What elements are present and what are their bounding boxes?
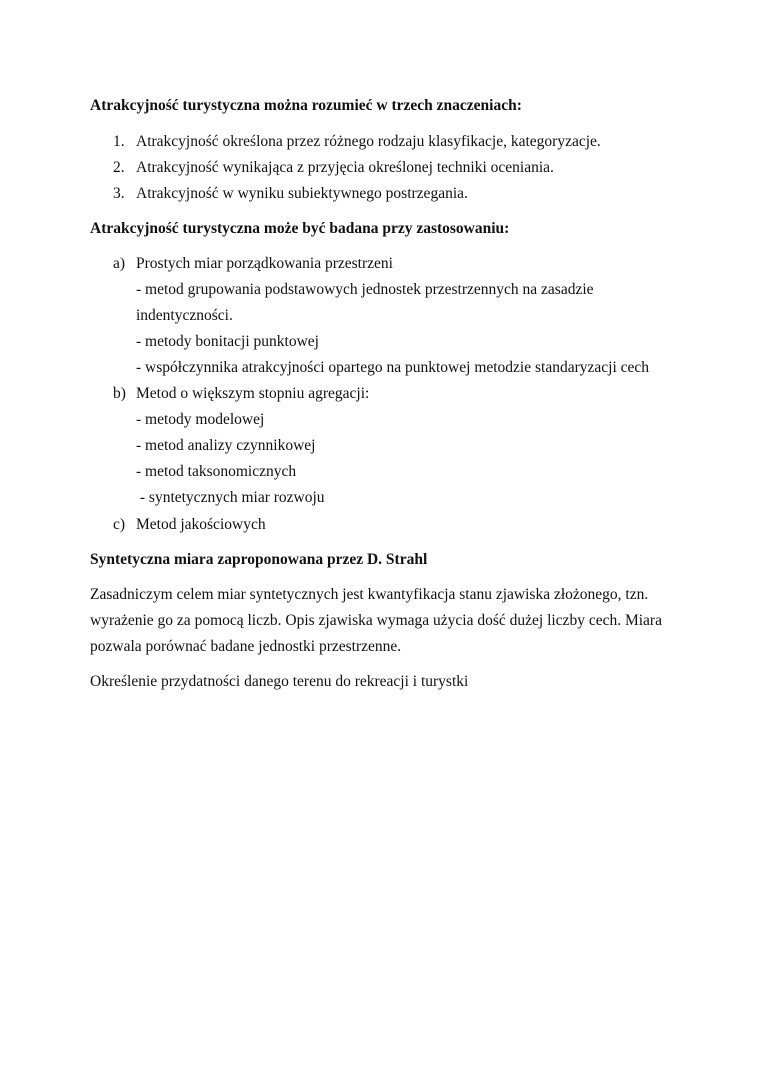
list-item: Atrakcyjność w wyniku subiektywnego postrzegania.	[136, 185, 468, 202]
sub-item: - metody bonitacji punktowej	[136, 333, 319, 350]
list-marker-b: b)	[113, 385, 126, 402]
paragraph-line: Zasadniczym celem miar syntetycznych jest kwantyfikacja stanu zjawiska złożonego, tzn.	[90, 586, 649, 603]
sub-item: - metod grupowania podstawowych jednostek przestrzennych na zasadzie	[136, 281, 594, 298]
heading-research-methods: Atrakcyjność turystyczna może być badana przy zastosowaniu:	[90, 220, 510, 237]
list-marker-c: c)	[113, 516, 126, 533]
heading-strahl-measure: Syntetyczna miara zaproponowana przez D. Strahl	[90, 551, 428, 568]
sub-item: - metod taksonomicznych	[136, 463, 297, 480]
list-item: Atrakcyjność określona przez różnego rodzaju klasyfikacje, kategoryzacje.	[136, 133, 601, 150]
list-item: Metod o większym stopniu agregacji:	[136, 385, 370, 402]
sub-item: - metody modelowej	[136, 411, 265, 428]
sub-item: - syntetycznych miar rozwoju	[136, 489, 325, 506]
list-number: 1.	[113, 133, 125, 150]
list-marker-a: a)	[113, 255, 126, 272]
list-item: Atrakcyjność wynikająca z przyjęcia określonej techniki oceniania.	[136, 159, 554, 176]
sub-item: indentyczności.	[136, 307, 233, 324]
list-number: 3.	[113, 185, 125, 202]
closing-line: Określenie przydatności danego terenu do rekreacji i turystki	[90, 673, 469, 690]
sub-item: - metod analizy czynnikowej	[136, 437, 316, 454]
sub-item: - współczynnika atrakcyjności opartego na punktowej metodzie standaryzacji cech	[136, 359, 650, 376]
paragraph-line: pozwala porównać badane jednostki przestrzenne.	[90, 638, 402, 655]
list-number: 2.	[113, 159, 125, 176]
paragraph-line: wyrażenie go za pomocą liczb. Opis zjawiska wymaga użycia dość dużej liczby cech. Miara	[90, 612, 662, 629]
list-item: Prostych miar porządkowania przestrzeni	[136, 255, 393, 272]
list-item: Metod jakościowych	[136, 516, 266, 533]
heading-attraction-meanings: Atrakcyjność turystyczna można rozumieć w trzech znaczeniach:	[90, 97, 522, 114]
